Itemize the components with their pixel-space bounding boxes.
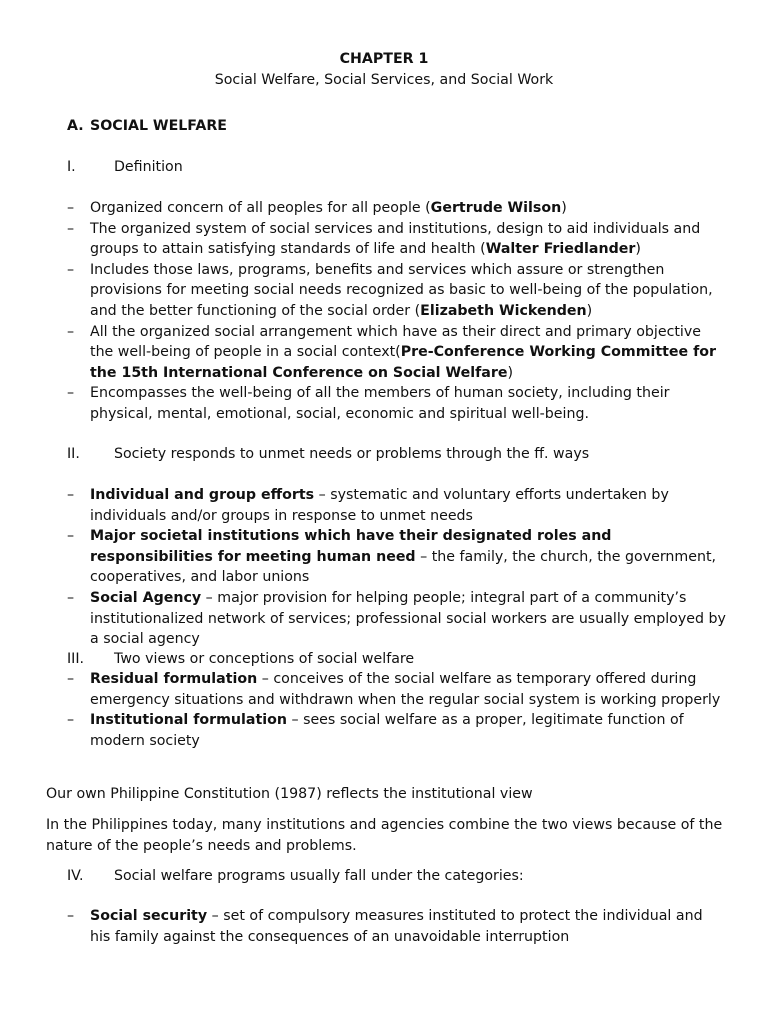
section-letter: A. [67, 118, 84, 134]
dash-bullet: – [67, 220, 75, 237]
list-item: – Institutional formulation – sees social welfare as a proper, legitimate function of modern society [67, 712, 684, 749]
chapter-label: CHAPTER 1 [339, 51, 429, 67]
chapter-subtitle: Social Welfare, Social Services, and Social Work [214, 72, 554, 88]
subsection-title: Social welfare programs usually fall under the categories: [114, 868, 524, 884]
list-item: – Social security – set of compulsory measures instituted to protect the individual and his family against the consequences of an unavoidable interruption [67, 908, 703, 945]
definition-list [67, 198, 727, 425]
dash-bullet: – [67, 712, 75, 729]
dash-bullet: – [67, 385, 75, 402]
dash-bullet: – [67, 261, 75, 278]
chapter-header [0, 49, 768, 91]
responses-list [67, 485, 727, 650]
list-item: – Organized concern of all peoples for all people (Gertrude Wilson) [67, 198, 727, 219]
paragraph: Our own Philippine Constitution (1987) reflects the institutional view [46, 786, 533, 802]
subsection-title: Society responds to unmet needs or problems through the ff. ways [114, 446, 590, 462]
subsection-heading-2 [67, 444, 589, 465]
subsection-number: IV. [67, 868, 84, 884]
subsection-title: Two views or conceptions of social welfare [114, 651, 415, 667]
list-item: – Encompasses the well-being of all the members of human society, including their physical, mental, emotional, social, economic and spiritual well-being. [67, 385, 670, 422]
list-item: – Individual and group efforts – systematic and voluntary efforts undertaken by individuals and/or groups in response to unmet needs [67, 487, 669, 524]
list-item: – Social Agency – major provision for helping people; integral part of a community’s institutionalized network of services; professional social workers are usually employed by a social agency [67, 589, 726, 648]
section-heading [67, 116, 227, 137]
list-item: – The organized system of social services and institutions, design to aid individuals and groups to attain satisfying standards of life and health (Walter Friedlander) [67, 220, 701, 258]
dash-bullet: – [67, 589, 75, 606]
dash-bullet: – [67, 487, 75, 503]
dash-bullet: – [67, 908, 75, 924]
dash-bullet: – [67, 323, 75, 340]
paragraph: In the Philippines today, many institutions and agencies combine the two views because of the nature of the people’s needs and problems. [46, 817, 723, 854]
dash-bullet: – [67, 671, 75, 687]
dash-bullet: – [67, 528, 75, 545]
dash-bullet: – [67, 200, 75, 216]
list-item: – Major societal institutions which have their designated roles and responsibilities for meeting human need – the family, the church, the government, cooperatives, and labor unions [67, 528, 717, 586]
subsection-number: I. [67, 159, 76, 175]
views-list [67, 669, 727, 751]
section-title: SOCIAL WELFARE [90, 118, 227, 134]
subsection-heading-1 [67, 157, 183, 178]
subsection-title: Definition [114, 159, 183, 175]
subsection-heading-4 [67, 866, 524, 887]
list-item: – All the organized social arrangement which have as their direct and primary objective the well-being of people in a social context(Pre-Conference Working Committee for the 15th International Conference on Social Welfare) [67, 323, 717, 381]
subsection-number: II. [67, 446, 80, 462]
programs-list [67, 906, 727, 947]
list-item: – Residual formulation – conceives of the social welfare as temporary offered during emergency situations and withdrawn when the regular social system is working properly [67, 671, 721, 708]
list-item: – Includes those laws, programs, benefits and services which assure or strengthen provisions for meeting social needs recognized as basic to well-being of the population, and the better functioning of the social order (Elizabeth Wickenden) [67, 261, 713, 319]
subsection-number: III. [67, 651, 85, 667]
subsection-heading-3 [67, 649, 414, 670]
